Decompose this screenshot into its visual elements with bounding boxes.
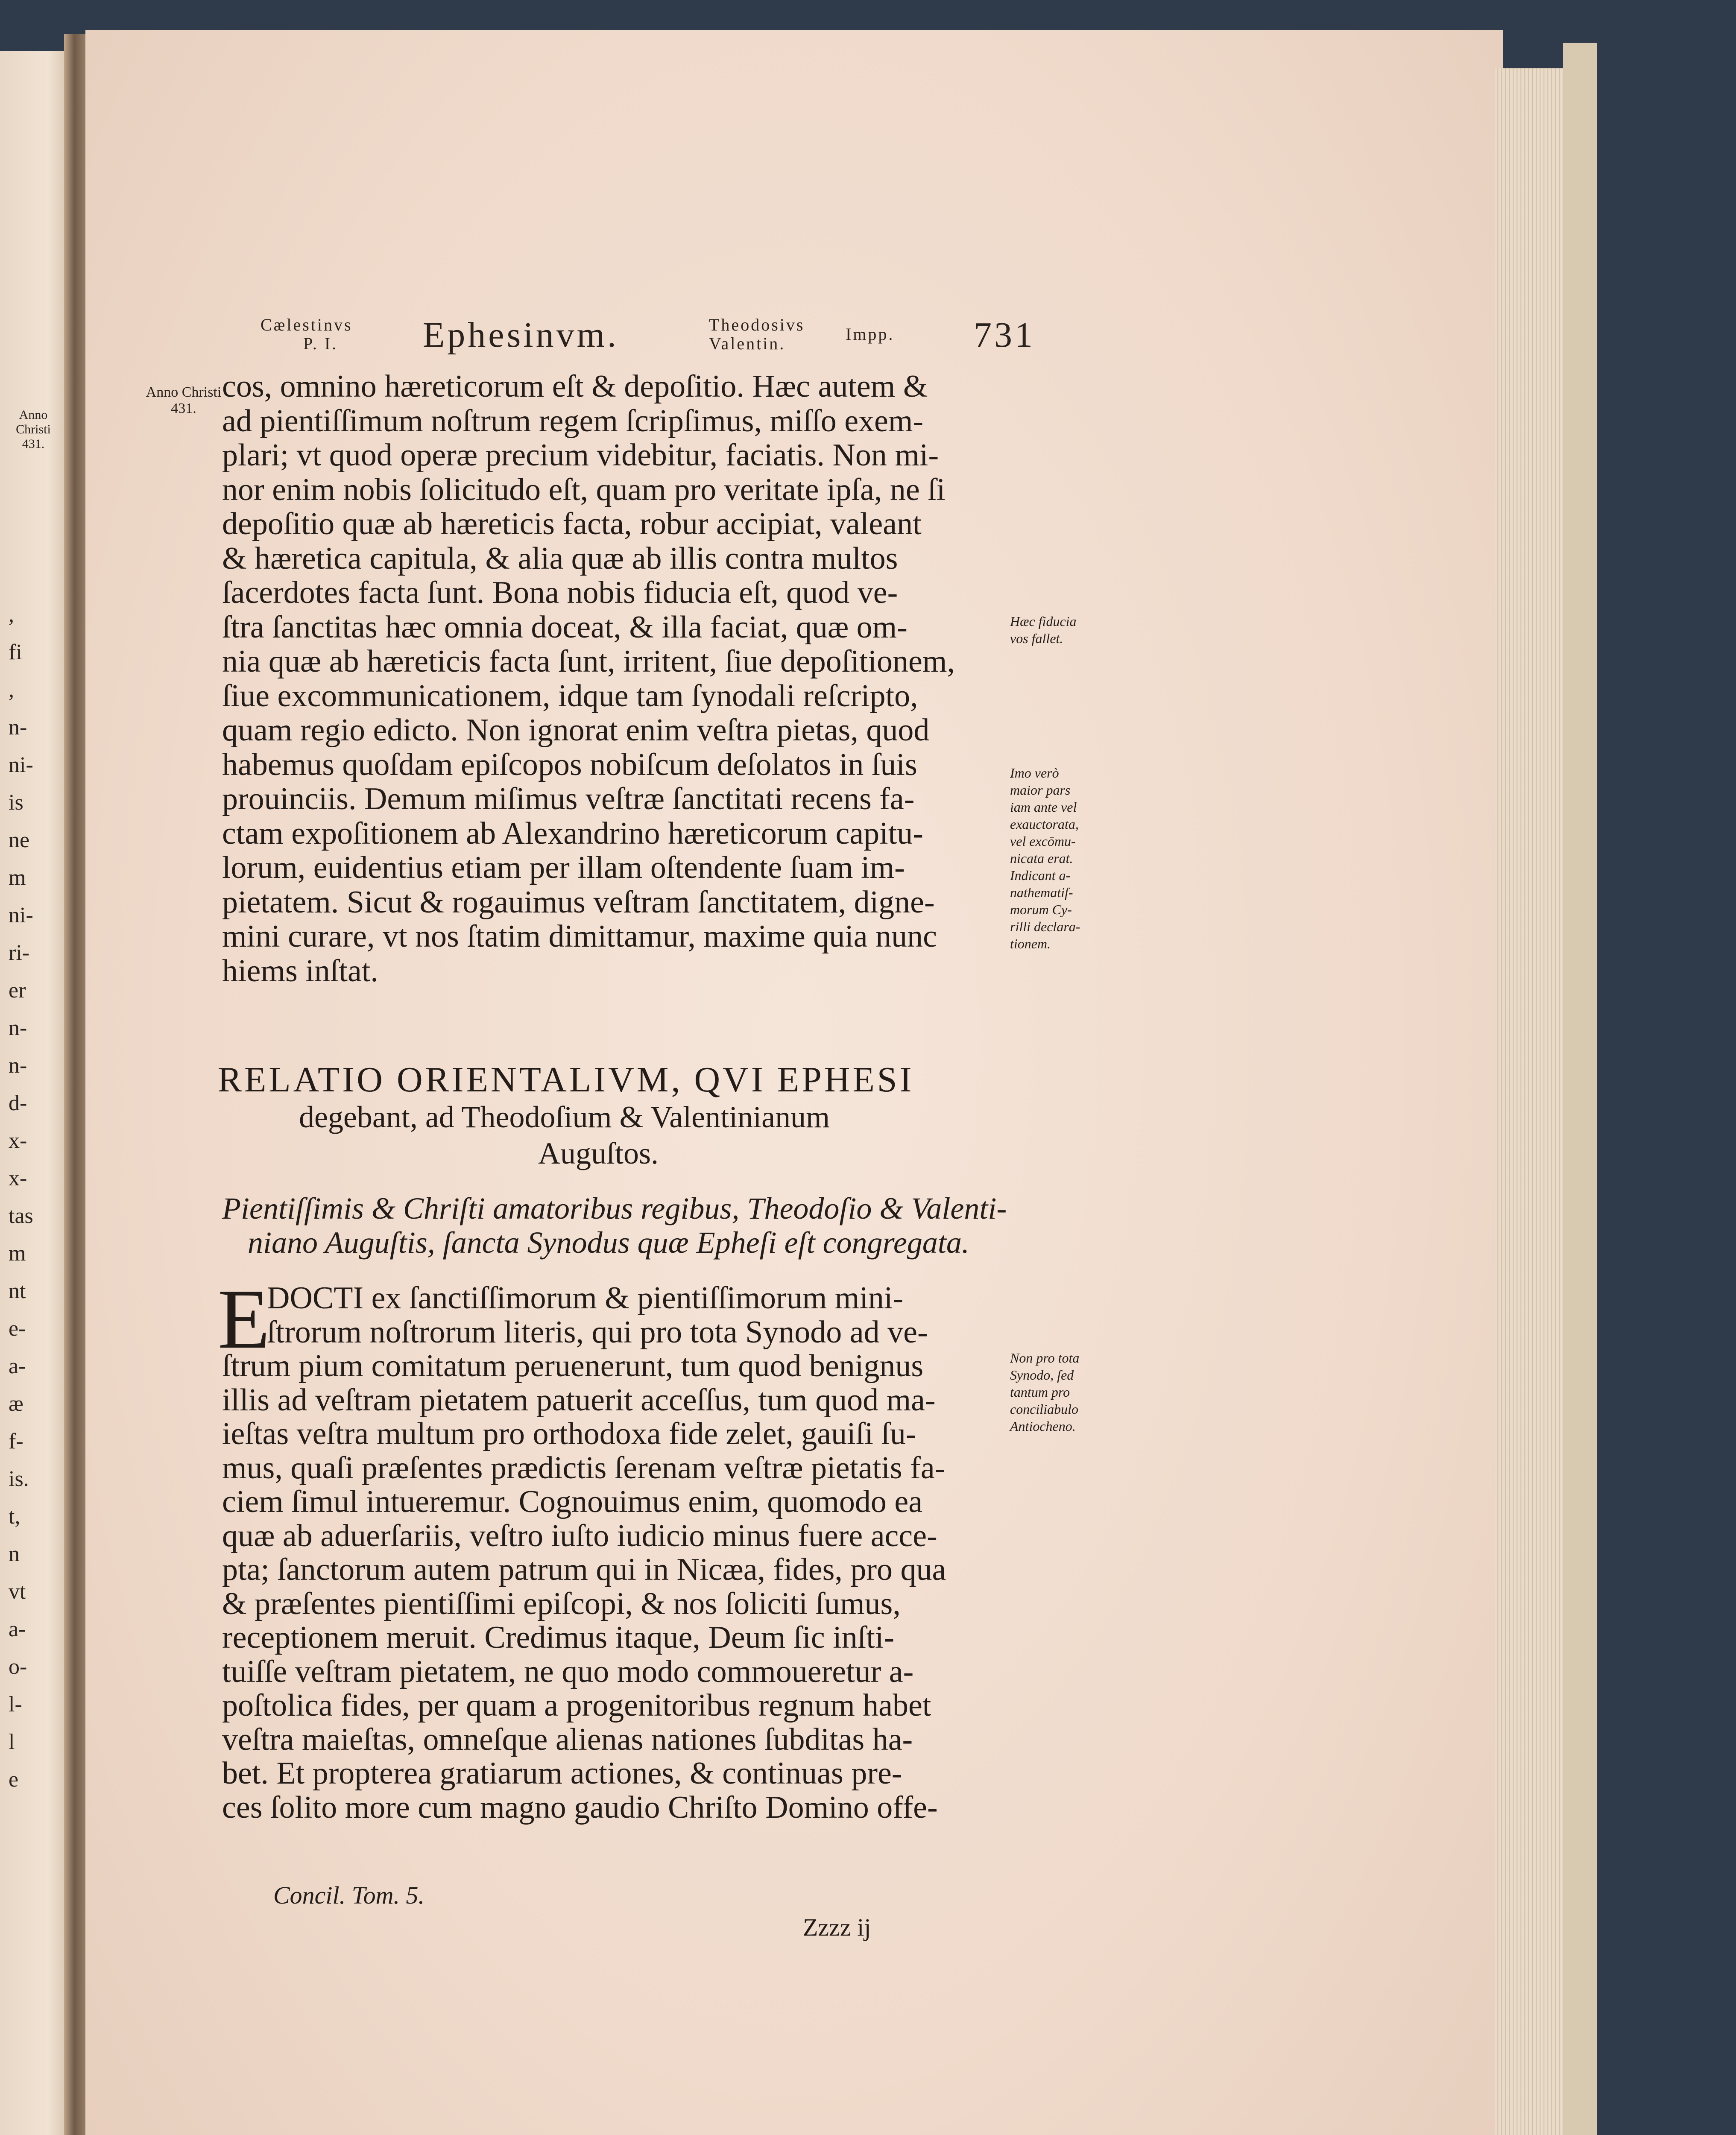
side-note-line: conciliabulo — [1010, 1401, 1078, 1417]
body-line: ciem ſimul intueremur. Cognouimus enim, quomodo ea — [222, 1484, 923, 1519]
salutation-line: niano Auguſtis, ſancta Synodus quæ Epheſi eſt congregata. — [248, 1225, 969, 1260]
body-line: hiems inſtat. — [222, 953, 378, 989]
side-note-2 — [1010, 764, 1138, 952]
side-note-line: vos fallet. — [1010, 631, 1063, 646]
side-note-3 — [1010, 1349, 1138, 1435]
left-page-fragment: e- — [9, 1316, 26, 1341]
left-page-fragment: ne — [9, 828, 30, 852]
left-page-fragment: , — [9, 678, 14, 702]
header-impp: Impp. — [846, 325, 895, 344]
side-note-line: vel excōmu- — [1010, 834, 1076, 849]
left-page-fragment: n- — [9, 715, 27, 740]
drop-cap: E — [218, 1272, 270, 1366]
left-page-fragment: a- — [9, 1354, 26, 1378]
body-line: nor enim nobis ſolicitudo eſt, quam pro veritate ipſa, ne ſi — [222, 472, 946, 507]
body-line: habemus quoſdam epiſcopos nobiſcum deſolatos in ſuis — [222, 747, 917, 782]
left-page-fragment: f- — [9, 1429, 23, 1454]
section-heading-line1: RELATIO ORIENTALIVM, QVI EPHESI — [218, 1060, 914, 1100]
left-page-fragment: , — [9, 602, 14, 627]
side-note-line: Non pro tota — [1010, 1350, 1080, 1366]
page-edges — [1495, 68, 1567, 2135]
left-page — [0, 51, 68, 2135]
body-line: ſiue excommunicationem, idque tam ſynodali reſcripto, — [222, 678, 918, 714]
body-line: ad pientiſſimum noſtrum regem ſcripſimus, miſſo exem- — [222, 403, 924, 439]
left-page-fragment: e — [9, 1767, 19, 1792]
body-line: mus, quaſi præſentes prædictis ſerenam veſtræ pietatis fa- — [222, 1450, 946, 1486]
section-heading-line2: degebant, ad Theodoſium & Valentinianum — [299, 1100, 830, 1134]
side-note-line: rilli declara- — [1010, 919, 1080, 934]
left-page-fragment: d- — [9, 1091, 27, 1115]
body-line: DOCTI ex ſanctiſſimorum & pientiſſimorum mini- — [267, 1281, 904, 1316]
left-page-fragment: m — [9, 1241, 26, 1266]
body-line: veſtra maieſtas, omneſque alienas nationes ſubditas ha- — [222, 1722, 913, 1757]
side-note-line: tantum pro — [1010, 1384, 1070, 1400]
margin-year-note: Anno Christi 431. — [146, 384, 222, 416]
salutation-line: Pientiſſimis & Chriſti amatoribus regibus, Theodoſio & Valenti- — [222, 1191, 1007, 1225]
body-line: illis ad veſtram pietatem patuerit acceſſus, tum quod ma- — [222, 1382, 936, 1418]
header-pope-name: Cælestinvs — [261, 315, 353, 334]
body-line: ſacerdotes facta ſunt. Bona nobis fiducia eſt, quod ve- — [222, 575, 898, 610]
body-line: mini curare, vt nos ſtatim dimittamur, maxime quia nunc — [222, 919, 937, 954]
body-line: quæ ab aduerſariis, veſtro iuſto iudicio minus fuere acce- — [222, 1518, 937, 1553]
header-emperor-1: Theodosivs — [709, 315, 805, 334]
body-line: bet. Et propterea gratiarum actiones, & continuas pre- — [222, 1756, 902, 1791]
side-note-1 — [1010, 613, 1138, 647]
side-note-line: maior pars — [1010, 782, 1071, 798]
section-heading-line3: Auguſtos. — [538, 1136, 659, 1170]
left-page-fragment: t, — [9, 1504, 20, 1529]
left-page-fragment: is. — [9, 1467, 29, 1491]
header-pope-number: P. I. — [303, 334, 338, 353]
side-note-line: nicata erat. — [1010, 851, 1073, 866]
side-note-line: Indicant a- — [1010, 868, 1071, 883]
left-page-fragment: o- — [9, 1655, 27, 1679]
side-note-line: iam ante vel — [1010, 799, 1077, 815]
left-page-fragment: l- — [9, 1692, 22, 1717]
body-line: tuiſſe veſtram pietatem, ne quo modo commoueretur a- — [222, 1654, 914, 1689]
body-line: poſtolica fides, per quam a progenitoribus regnum habet — [222, 1688, 931, 1723]
body-line: depoſitio quæ ab hæreticis facta, robur accipiat, valeant — [222, 506, 922, 541]
left-page-fragment: l — [9, 1730, 15, 1754]
body-line: ſtrorum noſtrorum literis, qui pro tota Synodo ad ve- — [267, 1314, 928, 1350]
body-line: ſtrum pium comitatum peruenerunt, tum quod benignus — [222, 1348, 924, 1383]
body-line: receptionem meruit. Credimus itaque, Deum ſic inſti- — [222, 1620, 895, 1655]
left-page-fragment: x- — [9, 1129, 27, 1153]
left-margin-note: Anno Christi 431. — [16, 408, 51, 451]
left-page-fragment: æ — [9, 1392, 23, 1416]
left-page-fragment: vt — [9, 1579, 26, 1604]
book-board — [1563, 43, 1597, 2135]
side-note-line: morum Cy- — [1010, 902, 1072, 917]
side-note-line: Synodo, ſed — [1010, 1367, 1074, 1383]
body-line: & hæretica capitula, & alia quæ ab illis contra multos — [222, 541, 898, 576]
body-line: ſtra ſanctitas hæc omnia doceat, & illa faciat, quæ om- — [222, 609, 908, 645]
left-page-fragment: n- — [9, 1053, 27, 1078]
body-line: prouinciis. Demum miſimus veſtræ ſanctitati recens fa- — [222, 781, 915, 816]
side-note-line: Antiocheno. — [1010, 1418, 1076, 1434]
side-note-line: Imo verò — [1010, 765, 1059, 781]
left-page-fragment: ni- — [9, 903, 33, 927]
left-page-fragment: tas — [9, 1204, 33, 1228]
header-title: Ephesinvm. — [423, 315, 619, 355]
side-note-line: Hæc fiducia — [1010, 614, 1077, 629]
body-line: nia quæ ab hæreticis facta ſunt, irritent, ſiue depoſitionem, — [222, 644, 955, 679]
body-line: quam regio edicto. Non ignorat enim veſtra pietas, quod — [222, 713, 930, 748]
left-page-fragment: x- — [9, 1166, 27, 1190]
body-line: ieſtas veſtra multum pro orthodoxa fide zelet, gauiſi ſu- — [222, 1416, 916, 1451]
body-line: pietatem. Sicut & rogauimus veſtram ſanctitatem, digne- — [222, 884, 935, 920]
body-line: cos, omnino hæreticorum eſt & depoſitio. Hæc autem & — [222, 369, 928, 404]
page-number: 731 — [974, 315, 1035, 355]
left-page-fragment: fi — [9, 640, 22, 664]
footer-signature: Zzzz ij — [803, 1913, 871, 1941]
body-line: lorum, euidentius etiam per illam oſtendente ſuam im- — [222, 850, 905, 885]
left-page-fragment: m — [9, 866, 26, 890]
side-note-line: nathematiſ- — [1010, 885, 1073, 900]
left-page-fragment: ri- — [9, 941, 30, 965]
left-page-fragment: ni- — [9, 753, 33, 777]
left-page-fragment: n — [9, 1542, 20, 1566]
body-line: ces ſolito more cum magno gaudio Chriſto Domino offe- — [222, 1790, 938, 1825]
left-page-fragment: is — [9, 790, 23, 815]
side-note-line: exauctorata, — [1010, 816, 1079, 832]
body-line: & præſentes pientiſſimi epiſcopi, & nos ſoliciti ſumus, — [222, 1586, 901, 1621]
left-page-fragment: nt — [9, 1279, 26, 1303]
left-page-fragment: er — [9, 978, 26, 1003]
left-page-fragment: n- — [9, 1016, 27, 1040]
left-page-fragment: a- — [9, 1617, 26, 1641]
footer-volume: Concil. Tom. 5. — [273, 1881, 424, 1909]
body-line: pta; ſanctorum autem patrum qui in Nicæa, fides, pro qua — [222, 1552, 946, 1587]
body-line: ctam expoſitionem ab Alexandrino hæreticorum capitu- — [222, 816, 923, 851]
header-emperor-2: Valentin. — [709, 334, 786, 353]
side-note-line: tionem. — [1010, 936, 1051, 951]
body-line: plari; vt quod operæ precium videbitur, faciatis. Non mi- — [222, 438, 939, 473]
